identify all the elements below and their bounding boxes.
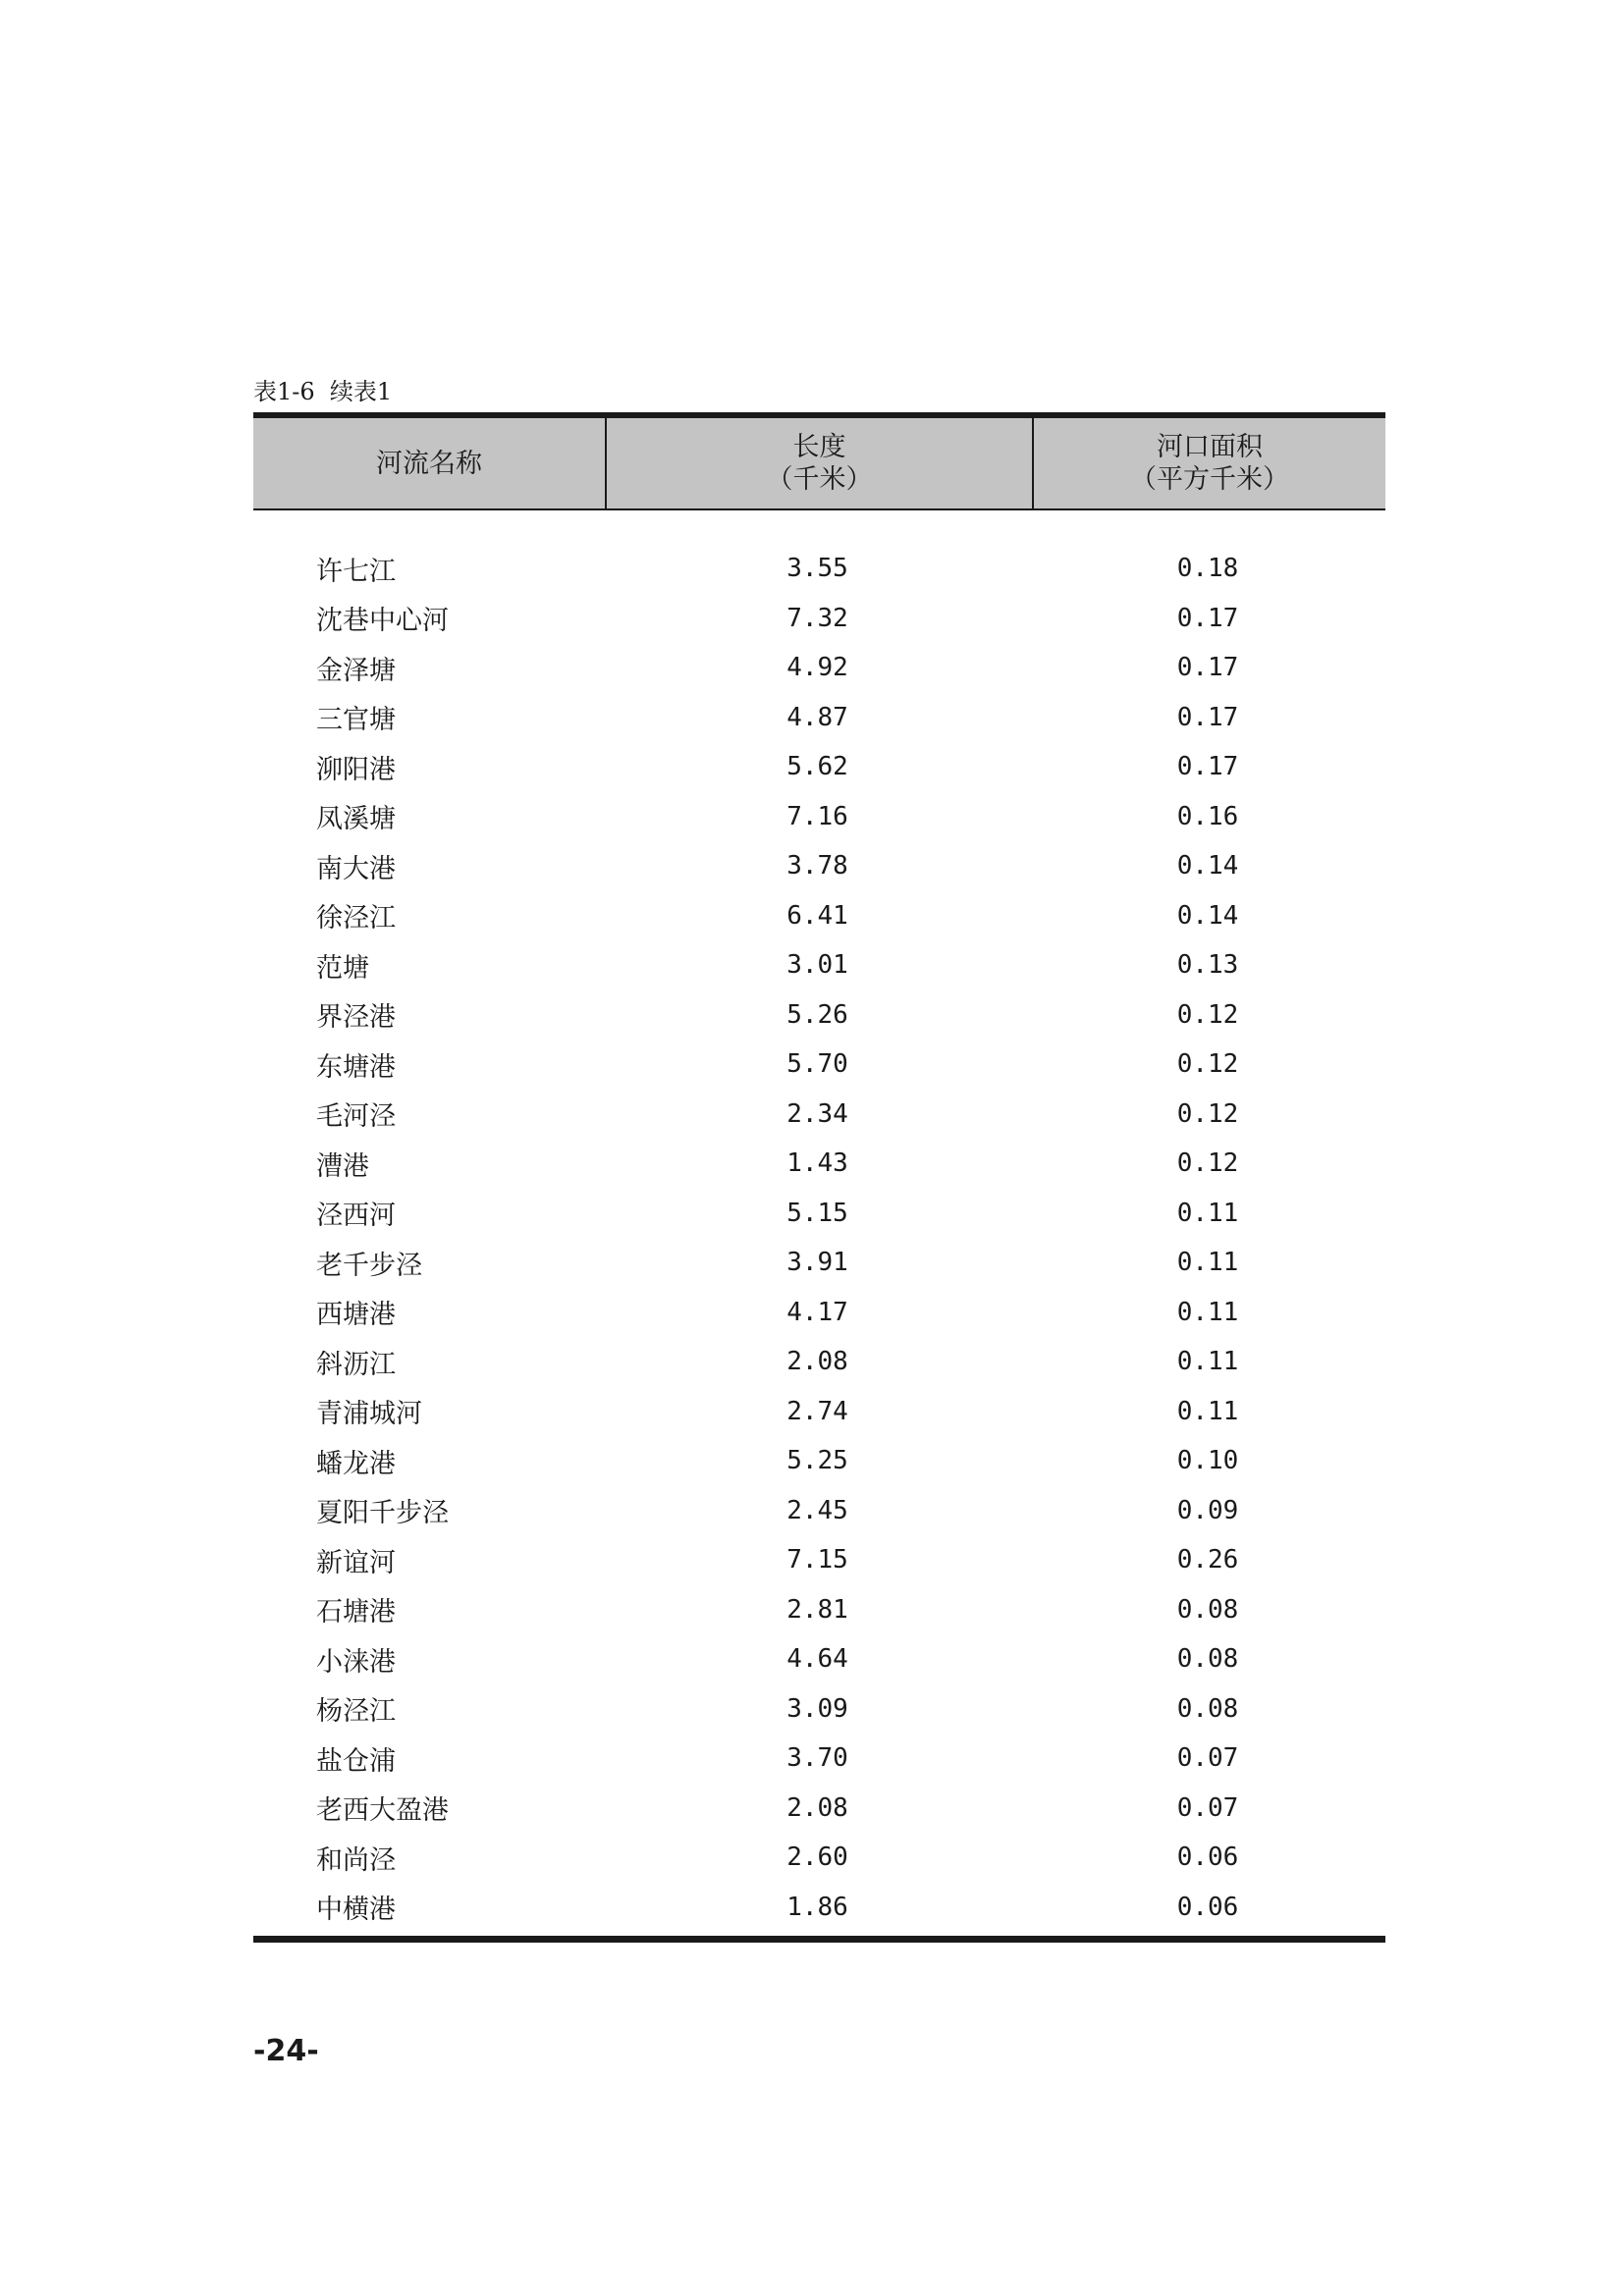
river-name-cell: 新谊河 — [316, 1547, 396, 1578]
table-row — [253, 841, 1385, 891]
header-estuary-area — [1034, 418, 1385, 508]
table-row — [253, 594, 1385, 644]
river-name-cell: 界泾港 — [316, 1002, 396, 1034]
river-table — [253, 412, 1385, 1943]
area-cell: 0.13 — [1176, 950, 1239, 981]
table-row — [253, 1139, 1385, 1189]
table-header — [253, 418, 1385, 510]
area-cell: 0.26 — [1176, 1545, 1239, 1575]
length-cell: 1.86 — [786, 1892, 848, 1922]
river-name-cell: 范塘 — [316, 952, 369, 984]
river-name-cell: 毛河泾 — [316, 1101, 396, 1133]
area-cell: 0.11 — [1176, 1396, 1239, 1426]
river-name-cell: 中横港 — [316, 1895, 396, 1926]
area-cell: 0.12 — [1176, 1049, 1239, 1080]
area-cell: 0.17 — [1176, 653, 1239, 683]
table-row — [253, 693, 1385, 743]
length-cell: 3.78 — [786, 851, 848, 881]
table-row — [253, 792, 1385, 842]
table-row — [253, 1337, 1385, 1387]
area-cell: 0.11 — [1176, 1347, 1239, 1377]
river-name-cell: 盐仓浦 — [316, 1745, 396, 1777]
river-name-cell: 三官塘 — [316, 705, 396, 736]
table-row — [253, 1436, 1385, 1486]
length-cell: 2.81 — [786, 1594, 848, 1625]
length-cell: 2.45 — [786, 1495, 848, 1525]
area-cell: 0.08 — [1176, 1693, 1239, 1724]
table-row — [253, 1734, 1385, 1784]
table-row — [253, 1883, 1385, 1933]
area-cell: 0.16 — [1176, 801, 1239, 831]
river-name-cell: 泾西河 — [316, 1201, 396, 1232]
header-length-label: 长度 — [792, 432, 846, 462]
length-cell: 4.17 — [786, 1297, 848, 1327]
table-row — [253, 1486, 1385, 1536]
river-name-cell: 凤溪塘 — [316, 804, 396, 835]
length-cell: 2.08 — [786, 1792, 848, 1823]
area-cell: 0.08 — [1176, 1644, 1239, 1675]
length-cell: 7.15 — [786, 1545, 848, 1575]
area-cell: 0.17 — [1176, 702, 1239, 732]
table-row — [253, 643, 1385, 693]
table-row — [253, 1090, 1385, 1140]
river-name-cell: 杨泾江 — [316, 1696, 396, 1728]
table-row — [253, 742, 1385, 792]
header-area-label: 河口面积 — [1157, 432, 1263, 462]
header-river-name — [253, 418, 607, 508]
area-cell: 0.14 — [1176, 851, 1239, 881]
header-river-name-label: 河流名称 — [376, 448, 482, 479]
length-cell: 5.15 — [786, 1198, 848, 1228]
river-name-cell: 和尚泾 — [316, 1844, 396, 1876]
area-cell: 0.08 — [1176, 1594, 1239, 1625]
header-length — [607, 418, 1034, 508]
length-cell: 3.91 — [786, 1248, 848, 1278]
length-cell: 4.87 — [786, 702, 848, 732]
length-cell: 2.34 — [786, 1098, 848, 1129]
table-row — [253, 1238, 1385, 1288]
river-name-cell: 许七江 — [316, 556, 396, 587]
table-body — [253, 510, 1385, 1936]
area-cell: 0.11 — [1176, 1248, 1239, 1278]
river-name-cell: 西塘港 — [316, 1300, 396, 1331]
river-name-cell: 金泽塘 — [316, 655, 396, 686]
table-row — [253, 1387, 1385, 1437]
length-cell: 3.70 — [786, 1743, 848, 1774]
river-name-cell: 斜沥江 — [316, 1349, 396, 1380]
table-row — [253, 544, 1385, 594]
river-name-cell: 蟠龙港 — [316, 1448, 396, 1479]
area-cell: 0.17 — [1176, 752, 1239, 782]
table-row — [253, 1040, 1385, 1090]
table-caption: 表1-6 续表1 — [253, 378, 393, 405]
area-cell: 0.17 — [1176, 603, 1239, 633]
table-row — [253, 1684, 1385, 1735]
length-cell: 2.60 — [786, 1842, 848, 1873]
area-cell: 0.11 — [1176, 1198, 1239, 1228]
river-name-cell: 青浦城河 — [316, 1399, 422, 1430]
table-row — [253, 1585, 1385, 1635]
area-cell: 0.11 — [1176, 1297, 1239, 1327]
area-cell: 0.06 — [1176, 1842, 1239, 1873]
table-row — [253, 1833, 1385, 1883]
length-cell: 3.55 — [786, 554, 848, 584]
length-cell: 3.09 — [786, 1693, 848, 1724]
length-cell: 2.08 — [786, 1347, 848, 1377]
area-cell: 0.12 — [1176, 1148, 1239, 1179]
header-area-unit: （平方千米） — [1130, 464, 1289, 495]
area-cell: 0.14 — [1176, 900, 1239, 931]
length-cell: 4.64 — [786, 1644, 848, 1675]
table-bottom-rule — [253, 1936, 1385, 1943]
length-cell: 2.74 — [786, 1396, 848, 1426]
length-cell: 5.26 — [786, 999, 848, 1030]
table-row — [253, 990, 1385, 1041]
river-name-cell: 老千步泾 — [316, 1250, 422, 1281]
length-cell: 7.16 — [786, 801, 848, 831]
area-cell: 0.12 — [1176, 1098, 1239, 1129]
table-row — [253, 891, 1385, 941]
length-cell: 3.01 — [786, 950, 848, 981]
length-cell: 6.41 — [786, 900, 848, 931]
length-cell: 5.70 — [786, 1049, 848, 1080]
river-name-cell: 南大港 — [316, 853, 396, 884]
river-name-cell: 石塘港 — [316, 1597, 396, 1629]
table-row — [253, 1784, 1385, 1834]
river-name-cell: 小涞港 — [316, 1646, 396, 1678]
table-row — [253, 940, 1385, 990]
area-cell: 0.12 — [1176, 999, 1239, 1030]
length-cell: 5.25 — [786, 1446, 848, 1476]
river-name-cell: 泖阳港 — [316, 754, 396, 785]
river-name-cell: 沈巷中心河 — [316, 606, 449, 637]
length-cell: 7.32 — [786, 603, 848, 633]
page-number: -24- — [253, 2034, 319, 2068]
header-length-unit: （千米） — [766, 464, 873, 495]
length-cell: 4.92 — [786, 653, 848, 683]
table-row — [253, 1634, 1385, 1684]
river-name-cell: 漕港 — [316, 1150, 369, 1182]
river-name-cell: 夏阳千步泾 — [316, 1498, 449, 1529]
area-cell: 0.06 — [1176, 1892, 1239, 1922]
table-row — [253, 1189, 1385, 1239]
area-cell: 0.18 — [1176, 554, 1239, 584]
area-cell: 0.09 — [1176, 1495, 1239, 1525]
table-row — [253, 1288, 1385, 1338]
length-cell: 1.43 — [786, 1148, 848, 1179]
area-cell: 0.07 — [1176, 1792, 1239, 1823]
area-cell: 0.10 — [1176, 1446, 1239, 1476]
length-cell: 5.62 — [786, 752, 848, 782]
river-name-cell: 东塘港 — [316, 1051, 396, 1083]
table-row — [253, 1535, 1385, 1585]
area-cell: 0.07 — [1176, 1743, 1239, 1774]
river-name-cell: 徐泾江 — [316, 903, 396, 934]
river-name-cell: 老西大盈港 — [316, 1795, 449, 1827]
